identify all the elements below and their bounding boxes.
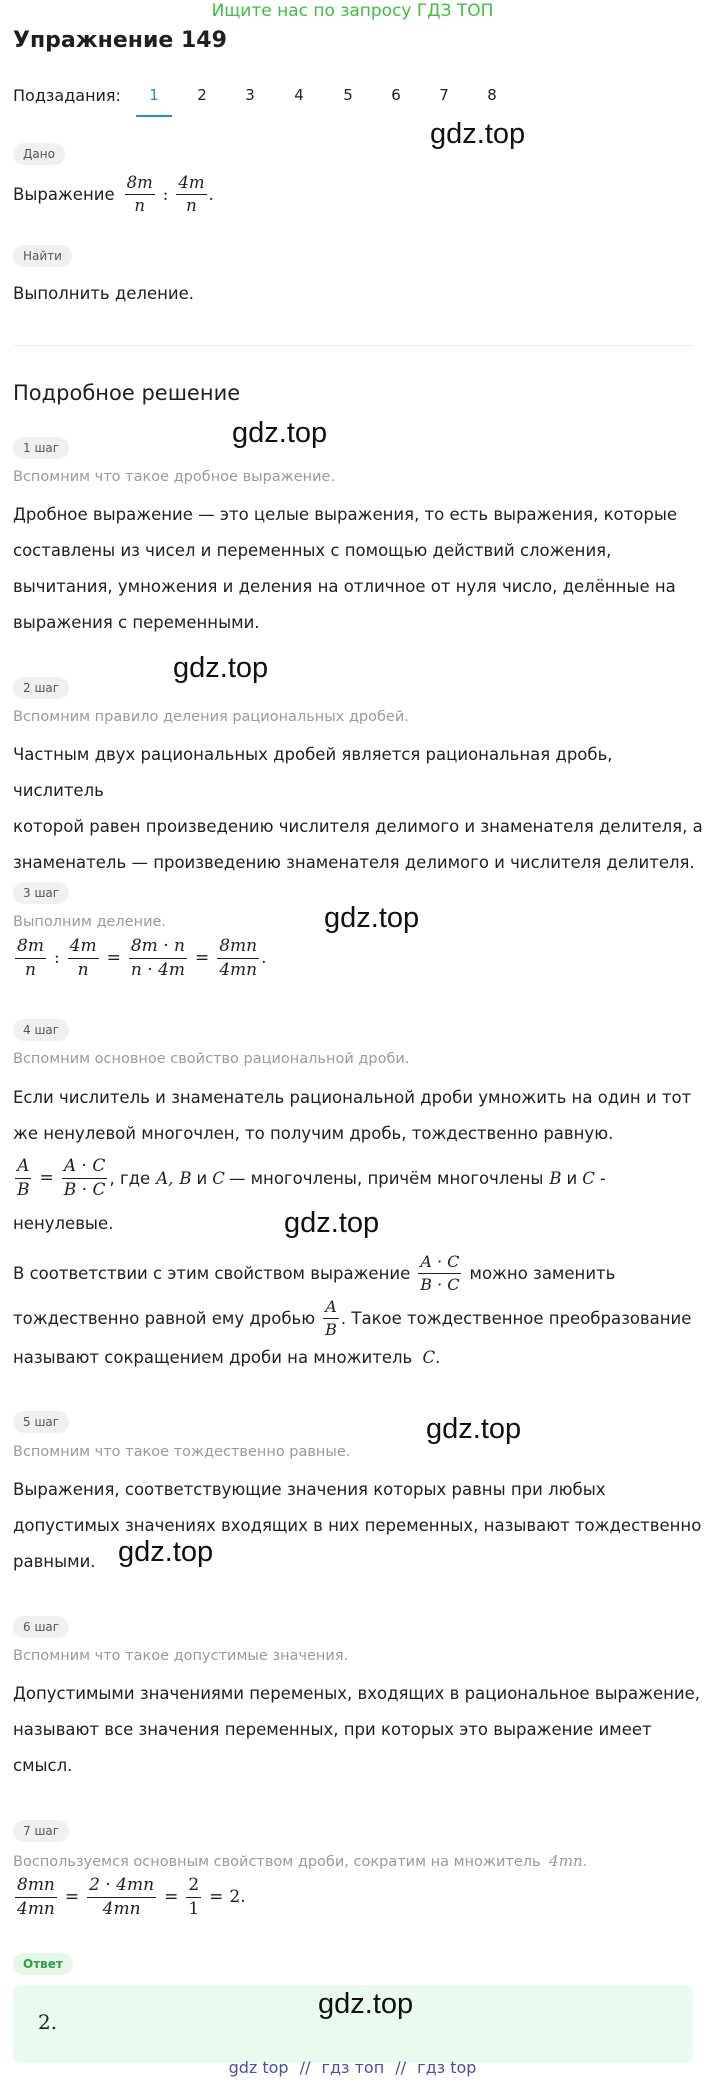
equals-operator: = [164,1887,179,1908]
frac-denominator: 4mn [102,1898,141,1919]
math-var: B [179,1168,192,1188]
step-2-badge: 2 шаг [13,677,69,699]
period: . [435,1348,441,1367]
step-1-badge: 1 шаг [13,437,69,459]
text-line: Дробное выражение — это целые выражения, то есть выражения, которые [13,505,678,524]
frac-denominator: B [325,1319,337,1339]
period: . [582,1854,588,1870]
equals-operator: = [106,948,121,969]
text-line: вычитания, умножения и деления на отличное от нуля число, делённые на [13,577,676,596]
text-line: знаменатель — произведению знаменателя делимого и числителя делителя. [13,853,695,872]
equals-operator: = [209,1887,224,1908]
period: . [208,184,214,204]
answer-value: 2. [38,2010,58,2034]
step-5-hint: Вспомним что такое тождественно равные. [13,1444,351,1460]
footer-link-gdz-top-mixed[interactable]: гдз top [417,2058,477,2077]
equals-operator: = [39,1168,54,1189]
text-line: называют все значения переменных, при которых это выражение имеет [13,1720,652,1739]
text-fragment: и [196,1168,208,1188]
frac-denominator: B · C [420,1274,460,1294]
text-fragment: . Такое тождественное преобразование [340,1308,692,1328]
step-4-line-5 [13,1340,440,1376]
footer-link-gdz-top-ru[interactable]: гдз топ [321,2058,385,2077]
step-6-badge: 6 шаг [13,1616,69,1638]
frac-numerator: 8m [125,174,155,195]
step-4-text [13,1080,691,1152]
step-4-tail-line: ненулевые. [13,1214,114,1233]
search-banner[interactable]: Ищите нас по запросу ГДЗ ТОП [211,1,494,21]
text-fragment: и [566,1168,578,1188]
equals-operator: = [64,1887,80,1908]
period: . [261,948,267,969]
subtask-6[interactable]: 6 [391,86,401,104]
text-line: Частным двух рациональных дробей является рациональная дробь, числитель [13,745,613,800]
frac-numerator: 8m · n [129,937,187,959]
step-4-badge: 4 шаг [13,1019,69,1041]
find-text: Выполнить деление. [13,284,195,303]
equals-operator: = [194,948,210,969]
step-4-formula-line [13,1157,606,1199]
math-var: 4mn [549,1852,583,1870]
step-2-hint: Вспомним правило деления рациональных дробей. [13,709,409,725]
divider [13,345,693,346]
step-6-hint: Вспомним что такое допустимые значения. [13,1648,349,1664]
subtask-4[interactable]: 4 [294,86,304,104]
step-4-hint: Вспомним основное свойство рациональной дроби. [13,1051,410,1067]
frac-denominator: 4mn [17,1898,55,1919]
text-fragment: тождественно равной ему дробью [13,1308,316,1328]
text-line: составлены из чисел и переменных с помощью действий сложения, [13,541,612,560]
text-fragment: , где [109,1168,151,1188]
watermark: gdz.top [118,1536,214,1568]
watermark: gdz.top [284,1207,380,1239]
text-fragment: В соответствии с этим свойством выражение [13,1263,411,1283]
frac-numerator: 2 · 4mn [87,1876,156,1898]
math-var: C [582,1168,595,1188]
frac-denominator: n [186,196,197,216]
text-fragment: Воспользуемся основным свойством дроби, сократим на множитель [13,1854,541,1870]
text-fragment: — многочлены, причём многочлены [228,1168,544,1188]
subtask-7[interactable]: 7 [439,86,449,104]
step-5-text [13,1472,701,1580]
frac-numerator: 4m [176,174,206,195]
subtask-8[interactable]: 8 [487,86,497,104]
answer-badge: Ответ [13,1953,73,1975]
frac-denominator: n [24,959,36,980]
math-var: C [212,1168,225,1188]
text-fragment: можно заменить [469,1263,616,1283]
frac-numerator: A [323,1298,339,1319]
frac-denominator: n [134,196,146,216]
step-7-badge: 7 шаг [13,1820,69,1842]
step-2-text [13,737,705,881]
footer-separator: // [395,2058,407,2077]
watermark: gdz.top [430,118,526,150]
step-7-formula [13,1876,246,1918]
frac-denominator: B · C [63,1179,106,1200]
frac-denominator: 1 [188,1898,200,1919]
subtask-1[interactable]: 1 [149,86,159,104]
watermark: gdz.top [173,652,269,684]
text-line: Если числитель и знаменатель рациональной дроби умножить на один и тот [13,1088,692,1107]
footer-separator: // [299,2058,311,2077]
frac-numerator: 2 [186,1876,201,1898]
frac-numerator: 8mn [217,937,259,959]
frac-denominator: B [17,1179,30,1200]
page-title: Упражнение 149 [13,28,227,53]
step-1-text [13,497,677,641]
active-subtask-underline [136,115,172,117]
subtask-2[interactable]: 2 [197,86,207,104]
watermark: gdz.top [232,417,328,449]
text-line: выражения с переменными. [13,613,260,632]
step-4-line-3 [13,1253,615,1293]
given-text: Выражение [13,184,115,204]
frac-denominator: n · 4m [130,959,185,980]
math-var: C [422,1348,436,1367]
frac-denominator: n [77,959,89,980]
text-line: Допустимыми значениями переменых, входящих в рациональное выражение, [13,1684,700,1703]
text-line: смысл. [13,1756,73,1775]
step-4-line-4 [13,1298,691,1338]
given-formula [123,174,214,215]
subtask-3[interactable]: 3 [245,86,255,104]
step-1-hint: Вспомним что такое дробное выражение. [13,469,336,485]
subtask-5[interactable]: 5 [343,86,353,104]
solution-title: Подробное решение [13,381,241,405]
watermark: gdz.top [324,902,420,934]
text-line: которой равен произведению числителя делимого и знаменателя делителя, а [13,817,703,836]
frac-denominator: 4mn [219,959,258,980]
frac-numerator: A · C [62,1157,108,1179]
find-badge: Найти [13,245,72,267]
frac-numerator: A · C [418,1253,461,1274]
step-3-hint: Выполним деление. [13,914,167,930]
frac-numerator: 4m [68,937,99,959]
text-line: же ненулевой многочлен, то получим дробь, тождественно равную. [13,1124,614,1143]
step-3-formula [13,937,267,979]
step-7-result: 2. [229,1887,246,1908]
math-var: A, [156,1168,174,1188]
colon-operator: : [53,948,60,969]
colon-operator: : [162,184,169,204]
text-fragment: называют сокращением дроби на множитель [13,1348,413,1367]
footer-link-gdz-top[interactable]: gdz top [228,2058,289,2077]
frac-numerator: 8m [15,937,46,959]
step-7-hint [13,1852,587,1870]
text-fragment: - [599,1168,606,1188]
watermark: gdz.top [318,1988,414,2020]
frac-numerator: 8mn [15,1876,57,1898]
step-5-badge: 5 шаг [13,1411,69,1433]
given-badge: Дано [13,143,65,165]
watermark: gdz.top [426,1413,522,1445]
text-line: Выражения, соответствующие значения которых равны при любых [13,1480,606,1499]
subtasks-label: Подзадания: [13,86,121,105]
text-line: равными. [13,1552,96,1571]
math-var: B [549,1168,562,1188]
given-expression [13,174,214,215]
frac-numerator: A [15,1157,31,1179]
step-6-text [13,1676,700,1784]
step-3-badge: 3 шаг [13,882,69,904]
footer-links [0,2058,705,2077]
text-line: допустимых значениях входящих в них переменных, называют тождественно [13,1516,702,1535]
